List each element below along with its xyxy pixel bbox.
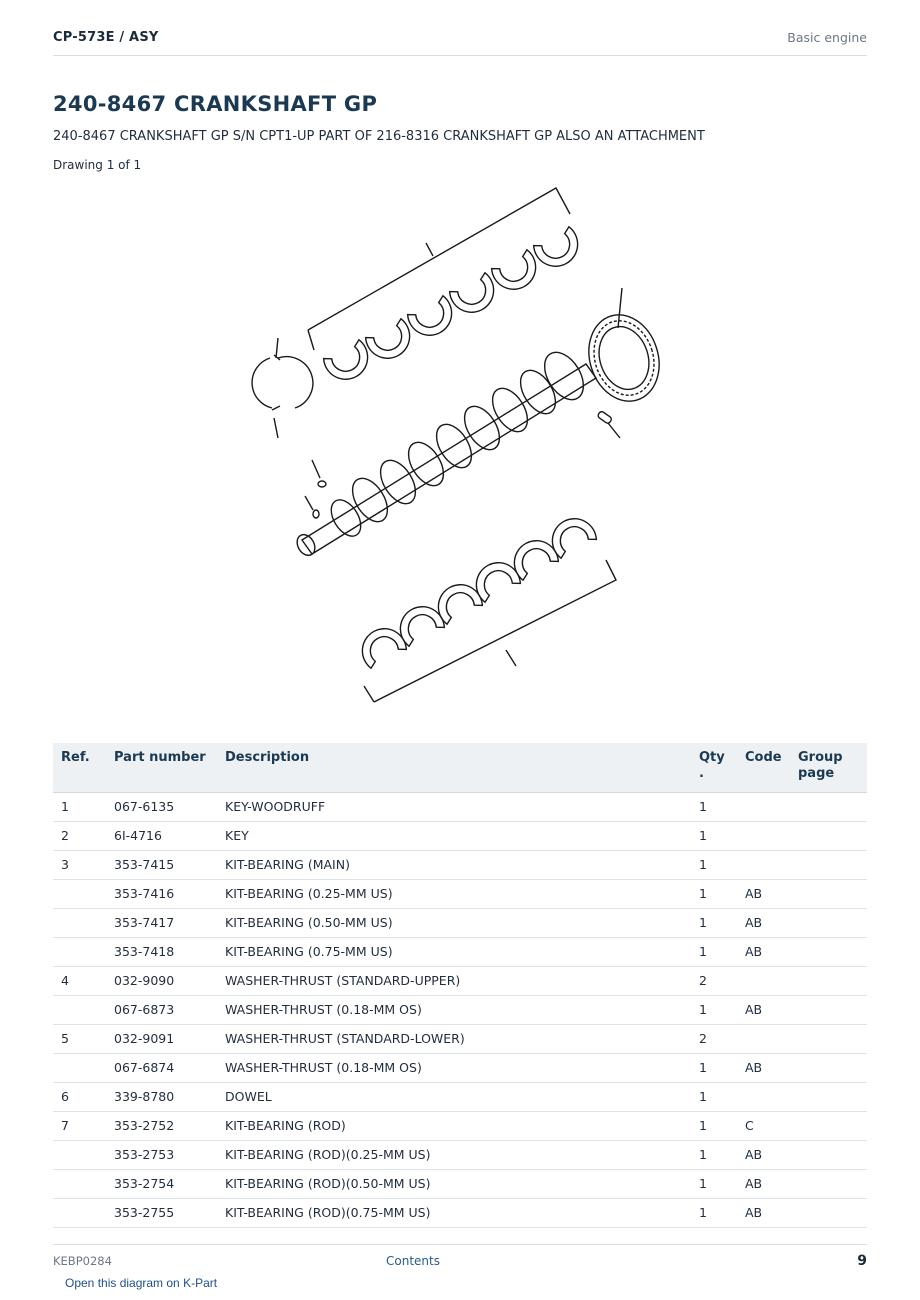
drawing-count: Drawing 1 of 1 <box>53 158 142 172</box>
timing-gear <box>578 288 670 410</box>
row-description: KIT-BEARING (ROD) <box>217 1111 691 1140</box>
row-ref <box>53 995 106 1024</box>
row-code: AB <box>737 1053 790 1082</box>
table-row <box>53 1169 867 1198</box>
row-qty: 1 <box>691 850 737 879</box>
row-qty: 1 <box>691 1198 737 1227</box>
row-qty: 1 <box>691 1169 737 1198</box>
table-row <box>53 937 867 966</box>
qty-header-line1: Qty <box>699 750 725 765</box>
row-code: AB <box>737 1140 790 1169</box>
column-header-code: Code <box>737 743 790 792</box>
row-part-number: 353-7416 <box>106 879 217 908</box>
row-description: KIT-BEARING (ROD)(0.75-MM US) <box>217 1198 691 1227</box>
row-description: WASHER-THRUST (STANDARD-UPPER) <box>217 966 691 995</box>
row-qty: 1 <box>691 821 737 850</box>
row-part-number: 032-9091 <box>106 1024 217 1053</box>
row-code: AB <box>737 995 790 1024</box>
table-row <box>53 1024 867 1053</box>
column-header-description: Description <box>217 743 691 792</box>
contents-link[interactable]: Contents <box>386 1254 440 1268</box>
group-description: 240-8467 CRANKSHAFT GP S/N CPT1-UP PART OF 216-8316 CRANKSHAFT GP ALSO AN ATTACHMENT <box>53 129 705 144</box>
row-part-number: 353-2754 <box>106 1169 217 1198</box>
row-group-page <box>790 937 867 966</box>
page-header <box>53 28 867 56</box>
section-name: Basic engine <box>787 30 867 45</box>
row-code <box>737 792 790 821</box>
row-code: AB <box>737 1169 790 1198</box>
qty-header-line2: . <box>699 766 704 781</box>
row-group-page <box>790 1111 867 1140</box>
row-code <box>737 821 790 850</box>
row-qty: 1 <box>691 1140 737 1169</box>
row-part-number: 032-9090 <box>106 966 217 995</box>
woodruff-key <box>312 460 326 487</box>
thrust-washers <box>252 338 313 438</box>
row-description: KIT-BEARING (0.75-MM US) <box>217 937 691 966</box>
parts-table <box>53 743 867 1228</box>
row-qty: 1 <box>691 995 737 1024</box>
row-ref: 5 <box>53 1024 106 1053</box>
row-ref <box>53 1140 106 1169</box>
row-qty: 1 <box>691 792 737 821</box>
row-part-number: 353-7418 <box>106 937 217 966</box>
table-row <box>53 966 867 995</box>
row-description: WASHER-THRUST (0.18-MM OS) <box>217 1053 691 1082</box>
table-row <box>53 792 867 821</box>
row-group-page <box>790 792 867 821</box>
row-qty: 2 <box>691 966 737 995</box>
row-code <box>737 1024 790 1053</box>
table-row <box>53 995 867 1024</box>
table-row <box>53 850 867 879</box>
row-description: WASHER-THRUST (STANDARD-LOWER) <box>217 1024 691 1053</box>
row-part-number: 067-6135 <box>106 792 217 821</box>
table-row <box>53 908 867 937</box>
row-code <box>737 850 790 879</box>
footer-document-code: KEBP0284 <box>53 1254 112 1268</box>
main-bearing-shells <box>322 226 585 387</box>
row-code <box>737 966 790 995</box>
table-row <box>53 821 867 850</box>
row-description: KIT-BEARING (0.50-MM US) <box>217 908 691 937</box>
table-row <box>53 879 867 908</box>
row-description: KIT-BEARING (MAIN) <box>217 850 691 879</box>
row-code <box>737 1082 790 1111</box>
row-description: WASHER-THRUST (0.18-MM OS) <box>217 995 691 1024</box>
row-ref <box>53 908 106 937</box>
row-part-number: 339-8780 <box>106 1082 217 1111</box>
row-group-page <box>790 1140 867 1169</box>
rod-bearing-shells <box>355 511 598 669</box>
dowel <box>597 411 620 438</box>
row-qty: 2 <box>691 1024 737 1053</box>
row-group-page <box>790 1198 867 1227</box>
row-ref: 2 <box>53 821 106 850</box>
row-ref: 6 <box>53 1082 106 1111</box>
row-description: KIT-BEARING (ROD)(0.25-MM US) <box>217 1140 691 1169</box>
row-group-page <box>790 1169 867 1198</box>
row-group-page <box>790 821 867 850</box>
table-row <box>53 1111 867 1140</box>
row-group-page <box>790 1053 867 1082</box>
row-part-number: 353-7417 <box>106 908 217 937</box>
row-group-page <box>790 995 867 1024</box>
row-code: AB <box>737 937 790 966</box>
row-group-page <box>790 879 867 908</box>
group-header-line2: page <box>798 766 835 781</box>
row-part-number: 353-2753 <box>106 1140 217 1169</box>
row-description: KIT-BEARING (ROD)(0.50-MM US) <box>217 1169 691 1198</box>
row-group-page <box>790 908 867 937</box>
row-description: KEY <box>217 821 691 850</box>
page-title: 240-8467 CRANKSHAFT GP <box>53 92 378 116</box>
row-part-number: 6I-4716 <box>106 821 217 850</box>
row-code: C <box>737 1111 790 1140</box>
row-code: AB <box>737 1198 790 1227</box>
row-group-page <box>790 966 867 995</box>
row-qty: 1 <box>691 1111 737 1140</box>
key <box>305 496 319 518</box>
row-qty: 1 <box>691 937 737 966</box>
row-qty: 1 <box>691 879 737 908</box>
main-bearing-bracket <box>308 188 570 350</box>
column-header-part-number: Part number <box>106 743 217 792</box>
row-description: KEY-WOODRUFF <box>217 792 691 821</box>
row-description: DOWEL <box>217 1082 691 1111</box>
table-row <box>53 1140 867 1169</box>
row-ref <box>53 1198 106 1227</box>
row-qty: 1 <box>691 908 737 937</box>
page-number: 9 <box>857 1253 867 1269</box>
table-row <box>53 1198 867 1227</box>
row-ref: 3 <box>53 850 106 879</box>
row-part-number: 353-2755 <box>106 1198 217 1227</box>
row-ref: 7 <box>53 1111 106 1140</box>
row-qty: 1 <box>691 1053 737 1082</box>
column-header-qty <box>691 743 737 792</box>
crankshaft <box>294 345 596 558</box>
document-id: CP-573E / ASY <box>53 30 159 45</box>
row-ref: 4 <box>53 966 106 995</box>
column-header-ref: Ref. <box>53 743 106 792</box>
row-group-page <box>790 1024 867 1053</box>
row-part-number: 353-7415 <box>106 850 217 879</box>
row-description: KIT-BEARING (0.25-MM US) <box>217 879 691 908</box>
crankshaft-exploded-diagram <box>250 180 670 725</box>
table-header-row <box>53 743 867 792</box>
rod-bearing-bracket <box>364 560 616 702</box>
row-ref <box>53 879 106 908</box>
row-part-number: 067-6873 <box>106 995 217 1024</box>
row-ref <box>53 937 106 966</box>
row-code: AB <box>737 879 790 908</box>
row-code: AB <box>737 908 790 937</box>
row-part-number: 353-2752 <box>106 1111 217 1140</box>
page-footer <box>53 1244 867 1274</box>
row-group-page <box>790 850 867 879</box>
group-header-line1: Group <box>798 750 843 765</box>
row-ref <box>53 1169 106 1198</box>
table-row <box>53 1082 867 1111</box>
row-qty: 1 <box>691 1082 737 1111</box>
row-ref: 1 <box>53 792 106 821</box>
row-group-page <box>790 1082 867 1111</box>
table-row <box>53 1053 867 1082</box>
row-ref <box>53 1053 106 1082</box>
parts-table-body <box>53 792 867 1227</box>
open-in-kpart-link[interactable]: Open this diagram on K-Part <box>65 1276 218 1290</box>
row-part-number: 067-6874 <box>106 1053 217 1082</box>
column-header-group-page <box>790 743 867 792</box>
